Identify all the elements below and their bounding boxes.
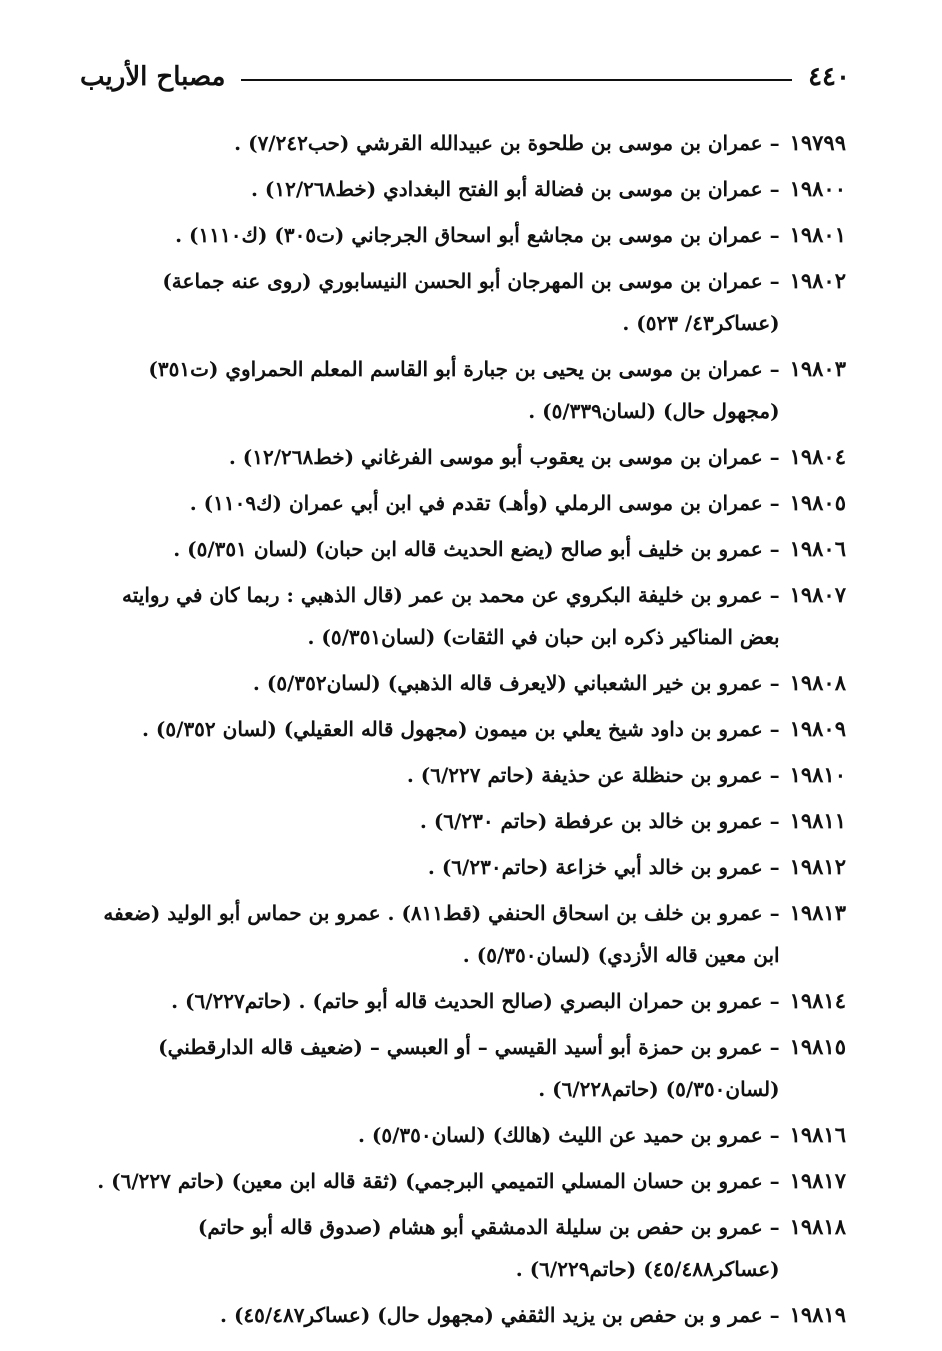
entry-text: – عمرو بن حمزة أبو أسيد القيسي – أو العبسي – (ضعيف قاله الدارقطني) (لسان٥/٣٥٠) (حاتم٦/٢٢٨) . — [158, 1035, 780, 1101]
entry-text: – عمرو بن خالد بن عرفطة (حاتم ٦/٢٣٠) . — [419, 809, 780, 833]
header-rule — [241, 79, 792, 81]
entry-number: ١٩٨١٤ — [789, 988, 846, 1013]
entry — [82, 528, 846, 570]
entry-text: – عمرو بن خالد أبي خزاعة (حاتم٦/٢٣٠) . — [427, 855, 780, 879]
entry-text: – عمرو بن خليفة البكروي عن محمد بن عمر (قال الذهبي : ربما كان في روايته بعض المناكير ذكره ابن حبان في الثقات) (لسان٥/٣٥١) . — [122, 583, 780, 649]
entry-number: ١٩٧٩٩ — [789, 130, 846, 155]
entry-number: ١٩٨٠٠ — [789, 176, 846, 201]
entry-text: – عمران بن موسى الرملي (وأهـ) تقدم في ابن أبي عمران (ك١١٠٩) . — [189, 491, 780, 515]
entry — [82, 168, 846, 210]
entry-text: – عمر و بن حفص بن يزيد الثقفي (مجهول حال) (عساكر٤٥/٤٨٧) . — [220, 1303, 780, 1327]
entry — [82, 574, 846, 658]
entry-number: ١٩٨٠٨ — [789, 670, 846, 695]
entry-text: – عمرو بن خليف أبو صالح (يضع الحديث قاله ابن حبان) (لسان ٥/٣٥١) . — [173, 537, 780, 561]
entry-number: ١٩٨١٦ — [789, 1122, 846, 1147]
entry — [82, 662, 846, 704]
entry-text: – عمران بن موسى بن يعقوب أبو موسى الفرغاني (خط١٢/٢٦٨) . — [228, 445, 780, 469]
entry — [82, 800, 846, 842]
entry-number: ١٩٨١٣ — [789, 900, 846, 925]
entry-text: – عمران بن موسى بن مجاشع أبو اسحاق الجرجاني (ت٣٠٥) (ك١١١٠) . — [175, 223, 780, 247]
entry — [82, 892, 846, 976]
book-title: مصباح الأريب — [80, 62, 226, 92]
entry-number: ١٩٨١٨ — [789, 1214, 846, 1239]
page-header — [80, 52, 850, 102]
entry-text: – عمرو بن حسان المسلي التميمي البرجمي) (ثقة قاله ابن معين) (حاتم ٦/٢٢٧) . — [97, 1169, 780, 1193]
entry-number: ١٩٨٠١ — [789, 222, 846, 247]
entry — [82, 846, 846, 888]
entry-number: ١٩٨٠٢ — [789, 268, 846, 293]
entries-list — [82, 122, 846, 1340]
entry-text: – عمرو بن خلف بن اسحاق الحنفي (قط٨١١) . عمرو بن حماس أبو الوليد (ضعفه ابن معين قاله الأزدي) (لسان٥/٣٥٠) . — [103, 901, 780, 967]
entry — [82, 754, 846, 796]
entry — [82, 1160, 846, 1202]
entry — [82, 708, 846, 750]
entry-number: ١٩٨٠٥ — [789, 490, 846, 515]
entry — [82, 1114, 846, 1156]
entry-number: ١٩٨١٧ — [789, 1168, 846, 1193]
entry-number: ١٩٨٠٧ — [789, 582, 846, 607]
entry — [82, 482, 846, 524]
entry-text: – عمرو بن خير الشعباني (لايعرف قاله الذهبي) (لسان٥/٣٥٢) . — [252, 671, 780, 695]
entry-number: ١٩٨١٠ — [789, 762, 846, 787]
entry-text: – عمرو بن حميد عن الليث (هالك) (لسان٥/٣٥٠) . — [357, 1123, 780, 1147]
entry-text: – عمرو بن داود شيخ يعلي بن ميمون (مجهول قاله العقيلي) (لسان ٥/٣٥٢) . — [142, 717, 780, 741]
entry — [82, 980, 846, 1022]
entry-number: ١٩٨٠٩ — [789, 716, 846, 741]
entry-text: – عمران بن موسى بن طلحوة بن عبيدالله القرشي (حب٧/٢٤٢) . — [234, 131, 780, 155]
entry — [82, 214, 846, 256]
entry — [82, 122, 846, 164]
entry-number: ١٩٨١٩ — [789, 1302, 846, 1327]
entry-number: ١٩٨١٢ — [789, 854, 846, 879]
entry — [82, 348, 846, 432]
entry-number: ١٩٨٠٦ — [789, 536, 846, 561]
entry-text: – عمران بن موسى بن المهرجان أبو الحسن النيسابوري (روى عنه جماعة) (عساكر٤٣/ ٥٢٣) . — [162, 269, 780, 335]
entry-number: ١٩٨١٥ — [789, 1034, 846, 1059]
entry-text: – عمرو بن حنظلة عن حذيفة (حاتم ٦/٢٢٧) . — [406, 763, 780, 787]
page-number: ٤٤٠ — [808, 62, 850, 92]
entry-number: ١٩٨٠٤ — [789, 444, 846, 469]
entry-text: – عمرو بن حفص بن سليلة الدمشقي أبو هشام (صدوق قاله أبو حاتم) (عساكر٤٥/٤٨٨) (حاتم٦/٢٢٩) . — [197, 1215, 780, 1281]
entry — [82, 1026, 846, 1110]
entry — [82, 260, 846, 344]
entry-number: ١٩٨٠٣ — [789, 356, 846, 381]
entry-number: ١٩٨١١ — [789, 808, 846, 833]
entry — [82, 1206, 846, 1290]
entry — [82, 436, 846, 478]
entry-text: – عمرو بن حمران البصري (صالح الحديث قاله أبو حاتم) . (حاتم٦/٢٢٧) . — [171, 989, 780, 1013]
entry-text: – عمران بن موسى بن يحيى بن جبارة أبو القاسم المعلم الحمراوي (ت٣٥١) (مجهول حال) (لسان٥/٣٣٩) . — [148, 357, 780, 423]
entry-text: – عمران بن موسى بن فضالة أبو الفتح البغدادي (خط١٢/٢٦٨) . — [250, 177, 780, 201]
entry — [82, 1294, 846, 1336]
